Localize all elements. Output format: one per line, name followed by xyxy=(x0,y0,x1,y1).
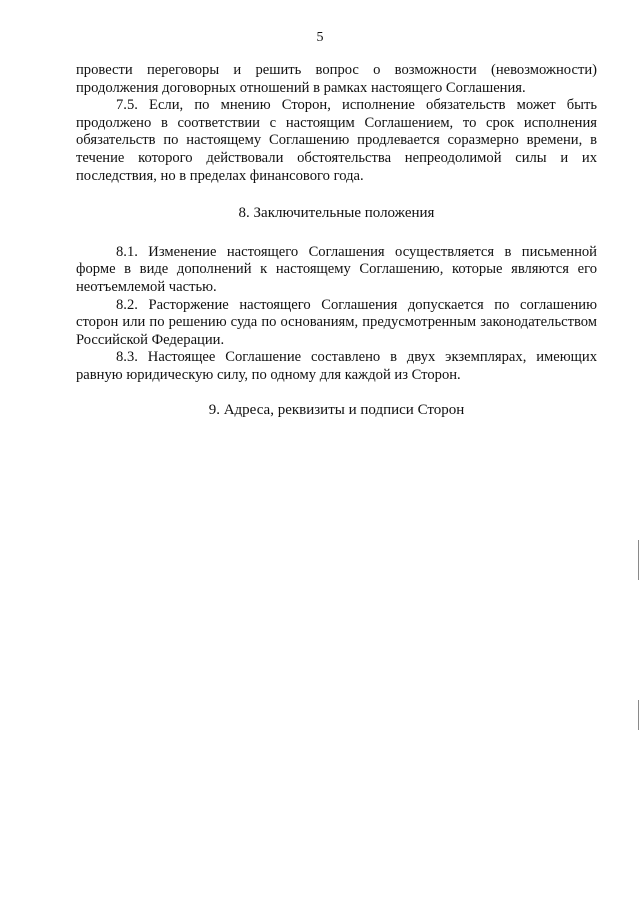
paragraph-8-3: 8.3. Настоящее Соглашение составлено в двух экземплярах, имеющих равную юридическую силу, по одному для каждой из Сторон. xyxy=(76,349,597,383)
section-8-heading: 8. Заключительные положения xyxy=(238,205,435,222)
scan-edge-mark xyxy=(638,700,639,730)
document-body xyxy=(76,62,597,419)
paragraph-continuation: провести переговоры и решить вопрос о возможности (невозможности) продолжения договорных отношений в рамках настоящего Соглашения. xyxy=(76,62,597,96)
paragraph-7-5: 7.5. Если, по мнению Сторон, исполнение обязательств может быть продолжено в соответствии с настоящим Соглашением, то срок исполнения обязательств по настоящему Соглашению продлевается соразмерно времени, в течение которого действовали обстоятельства непреодолимой силы и их последствия, но в пределах финансового года. xyxy=(76,97,597,184)
paragraph-8-1: 8.1. Изменение настоящего Соглашения осуществляется в письменной форме в виде дополнений к настоящему Соглашению, которые являются его неотъемлемой частью. xyxy=(76,243,597,295)
page-number: 5 xyxy=(316,30,324,45)
scan-edge-mark xyxy=(638,540,639,580)
section-9-heading: 9. Адреса, реквизиты и подписи Сторон xyxy=(208,401,465,418)
paragraph-8-2: 8.2. Расторжение настоящего Соглашения допускается по соглашению сторон или по решению суда по основаниям, предусмотренным законодательством Российской Федерации. xyxy=(76,296,597,348)
